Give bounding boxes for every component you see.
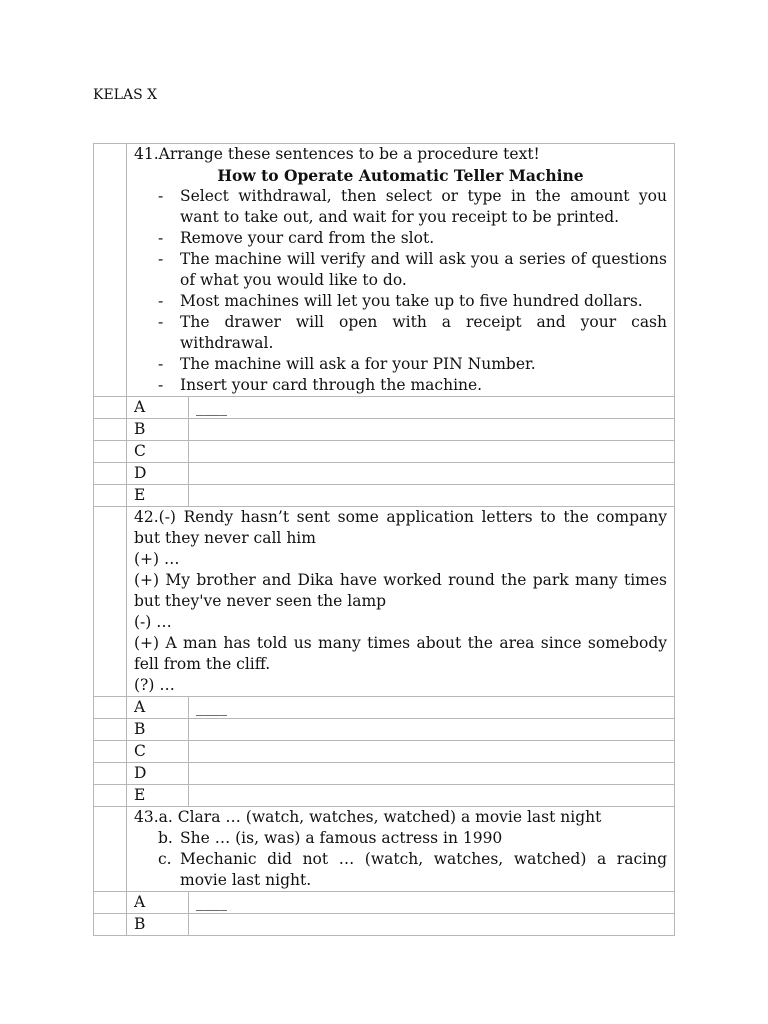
sub-items [134,828,667,891]
question-line: (?) … [134,676,175,694]
list-item: - Remove your card from the slot. [158,229,435,247]
question-line: 43.a. Clara … (watch, watches, watched) a movie last night [134,808,602,826]
option-letter: D [127,763,189,785]
procedure-steps [134,186,667,396]
list-item: - Most machines will let you take up to five hundred dollars. [158,292,643,310]
class-label: KELAS X [93,87,158,103]
procedure-title: How to Operate Automatic Teller Machine [217,166,584,185]
list-item: c. Mechanic did not … (watch, watches, watched) a racing movie last night. [158,850,667,889]
question-41-row [94,144,675,397]
list-item: - The machine will verify and will ask you a series of questions of what you would like to do. [158,250,667,289]
answer-cell[interactable] [189,463,675,485]
option-letter: C [127,441,189,463]
option-row [94,397,675,419]
answer-blank[interactable]: ____ [189,697,675,719]
list-item: - The machine will ask a for your PIN Number. [158,355,536,373]
option-row [94,892,675,914]
answer-blank[interactable]: ____ [189,397,675,419]
option-letter: A [127,892,189,914]
question-line: 42.(-) Rendy hasn’t sent some application letters to the company but they never call him [134,508,667,547]
option-row [94,697,675,719]
number-cell [94,144,127,397]
answer-cell[interactable] [189,485,675,507]
answer-cell[interactable] [189,785,675,807]
question-line: (+) My brother and Dika have worked round the park many times but they've never seen the lamp [134,571,667,610]
option-letter: B [127,419,189,441]
option-row [94,914,675,936]
option-letter: A [127,397,189,419]
question-43-row [94,807,675,892]
option-letter: C [127,741,189,763]
question-table [93,143,675,936]
question-line: (+) A man has told us many times about the area since somebody fell from the cliff. [134,634,667,673]
list-item: - The drawer will open with a receipt and your cash withdrawal. [158,313,667,352]
answer-cell[interactable] [189,441,675,463]
answer-cell[interactable] [189,741,675,763]
option-row [94,785,675,807]
answer-cell[interactable] [189,719,675,741]
option-row [94,441,675,463]
option-letter: E [127,485,189,507]
question-41-intro: 41.Arrange these sentences to be a procedure text! [134,145,540,163]
question-line: (+) … [134,550,180,568]
list-item: - Select withdrawal, then select or type in the amount you want to take out, and wait for you receipt to be printed. [158,187,667,226]
option-row [94,463,675,485]
answer-cell[interactable] [189,763,675,785]
list-item: - Insert your card through the machine. [158,376,483,394]
list-item: b. She … (is, was) a famous actress in 1990 [158,829,503,847]
question-42-body [127,507,675,697]
answer-blank[interactable]: ____ [189,892,675,914]
answer-cell[interactable] [189,419,675,441]
option-letter: D [127,463,189,485]
option-row [94,485,675,507]
number-cell [94,507,127,697]
answer-cell[interactable] [189,914,675,936]
option-row [94,763,675,785]
option-letter: E [127,785,189,807]
question-42-row [94,507,675,697]
option-row [94,719,675,741]
option-letter: A [127,697,189,719]
option-letter: B [127,914,189,936]
question-43-body [127,807,675,892]
question-41-body [127,144,675,397]
option-letter: B [127,719,189,741]
option-row [94,419,675,441]
number-cell [94,807,127,892]
option-row [94,741,675,763]
question-line: (-) … [134,613,172,631]
